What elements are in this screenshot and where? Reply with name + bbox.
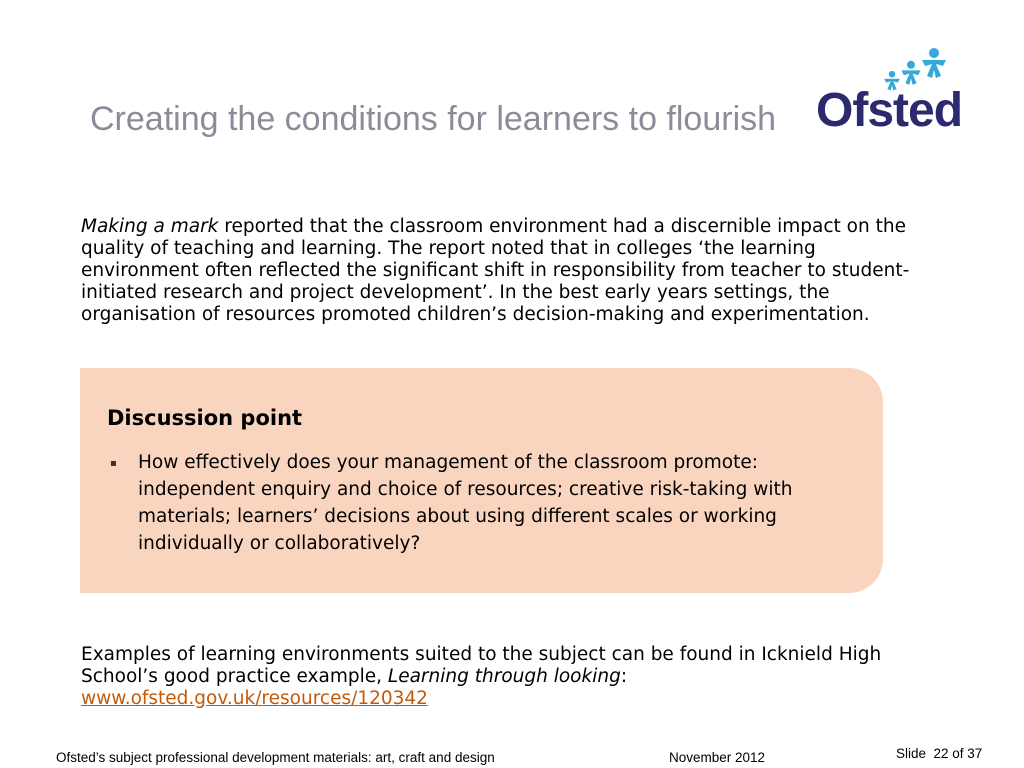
bullet-icon: ▪	[110, 458, 117, 469]
examples-paragraph	[81, 644, 921, 710]
discussion-box	[80, 368, 883, 593]
logo-text: Ofsted	[816, 84, 963, 132]
intro-paragraph	[81, 216, 911, 326]
footer-date: November 2012	[669, 750, 766, 765]
examples-italic: Learning through looking	[387, 666, 621, 687]
resource-link[interactable]: www.ofsted.gov.uk/resources/120342	[81, 688, 428, 709]
ofsted-logo	[814, 46, 974, 132]
slide-number: Slide 22 of 37	[896, 746, 983, 761]
discussion-heading: Discussion point	[107, 406, 303, 430]
intro-italic: Making a mark	[81, 216, 219, 237]
examples-suffix: :	[620, 666, 628, 687]
footer-title: Ofsted’s subject professional development materials: art, craft and design	[56, 750, 495, 765]
discussion-text: How effectively does your management of the classroom promote: independent enquiry and choice of resources; creative risk-taking with materials; learners’ decisions about using different scales or working individually or collaboratively?	[138, 452, 793, 554]
slide-title: Creating the conditions for learners to flourish	[90, 100, 777, 138]
intro-text: reported that the classroom environment had a discernible impact on the quality of teaching and learning. The report noted that in colleges ‘the learning environment often reflected the significant shift in responsibility from teacher to student-initiated research and project development’. In the best early years settings, the organisation of resources promoted children’s decision-making and experimentation.	[81, 216, 910, 325]
examples-text: Examples of learning environments suited to the subject can be found in Icknield High School’s good practice example,	[81, 644, 882, 687]
